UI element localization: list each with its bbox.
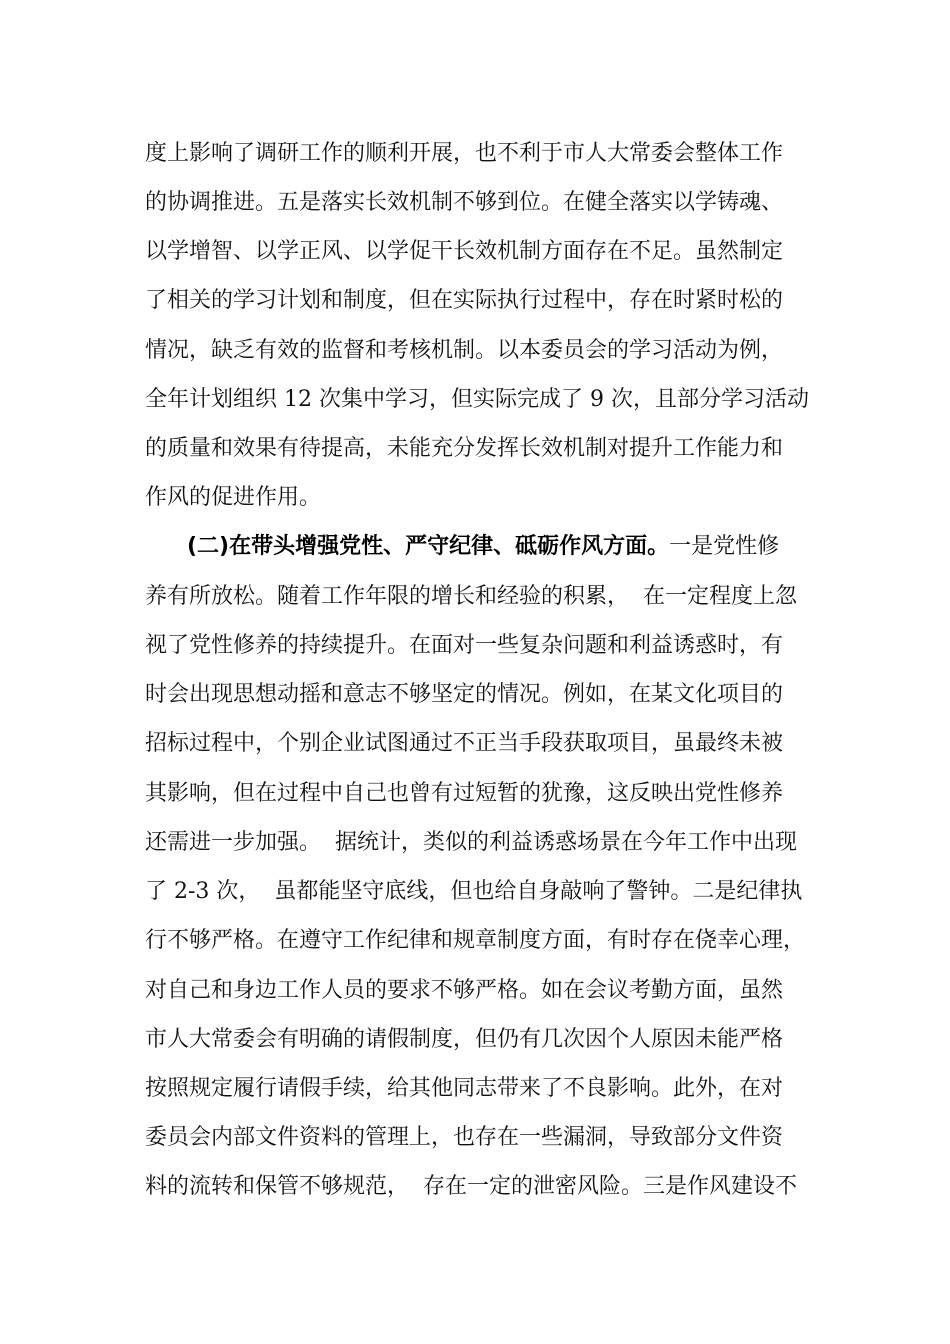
text-line: 了 2-3 次， 虽都能坚守底线，但也给自身敲响了警钟。二是纪律执 [145, 879, 803, 904]
text-line: 了相关的学习计划和制度，但在实际执行过程中，存在时紧时松的 [145, 288, 784, 313]
section-heading-line [187, 530, 815, 564]
text-line: 的质量和效果有待提高，未能充分发挥长效机制对提升工作能力和 [145, 436, 784, 461]
text-line: 其影响，但在过程中自己也曾有过短暂的犹豫，这反映出党性修养 [145, 781, 784, 806]
section-heading: (二)在带头增强党性、严守纪律、砥砺作风方面。 [187, 534, 670, 559]
text-line: 作风的促进作用。 [145, 485, 322, 510]
text-line: 以学增智、以学正风、以学促干长效机制方面存在不足。虽然制定 [145, 239, 784, 264]
text-line: 对自己和身边工作人员的要求不够严格。如在会议考勤方面，虽然 [145, 978, 784, 1003]
text-line: 市人大常委会有明确的请假制度，但仍有几次因个人原因未能严格 [145, 1027, 784, 1052]
text-line: 情况，缺乏有效的监督和考核机制。以本委员会的学习活动为例， [145, 338, 784, 363]
text-line: 行不够严格。在遵守工作纪律和规章制度方面，有时存在侥幸心理， [145, 928, 806, 953]
text-line: 时会出现思想动摇和意志不够坚定的情况。例如，在某文化项目的 [145, 682, 784, 707]
text-line: 视了党性修养的持续提升。在面对一些复杂问题和利益诱惑时，有 [145, 633, 784, 658]
text-line: 还需进一步加强。 据统计，类似的利益诱惑场景在今年工作中出现 [145, 830, 797, 855]
section-first-line-text: 一是党性修 [669, 534, 780, 559]
text-line: 按照规定履行请假手续，给其他同志带来了不良影响。此外，在对 [145, 1076, 784, 1101]
text-line: 委员会内部文件资料的管理上，也存在一些漏洞，导致部分文件资 [145, 1125, 784, 1150]
text-line: 招标过程中，个别企业试图通过不正当手段获取项目，虽最终未被 [145, 731, 784, 756]
text-line: 料的流转和保管不够规范， 存在一定的泄密风险。三是作风建设不 [145, 1174, 797, 1199]
text-line: 的协调推进。五是落实长效机制不够到位。在健全落实以学铸魂、 [145, 190, 784, 215]
text-line: 养有所放松。随着工作年限的增长和经验的积累， 在一定程度上忽 [145, 584, 797, 609]
text-line: 度上影响了调研工作的顺利开展，也不利于市人大常委会整体工作 [145, 141, 784, 166]
text-line: 全年计划组织 12 次集中学习，但实际完成了 9 次，且部分学习活动 [145, 387, 809, 412]
